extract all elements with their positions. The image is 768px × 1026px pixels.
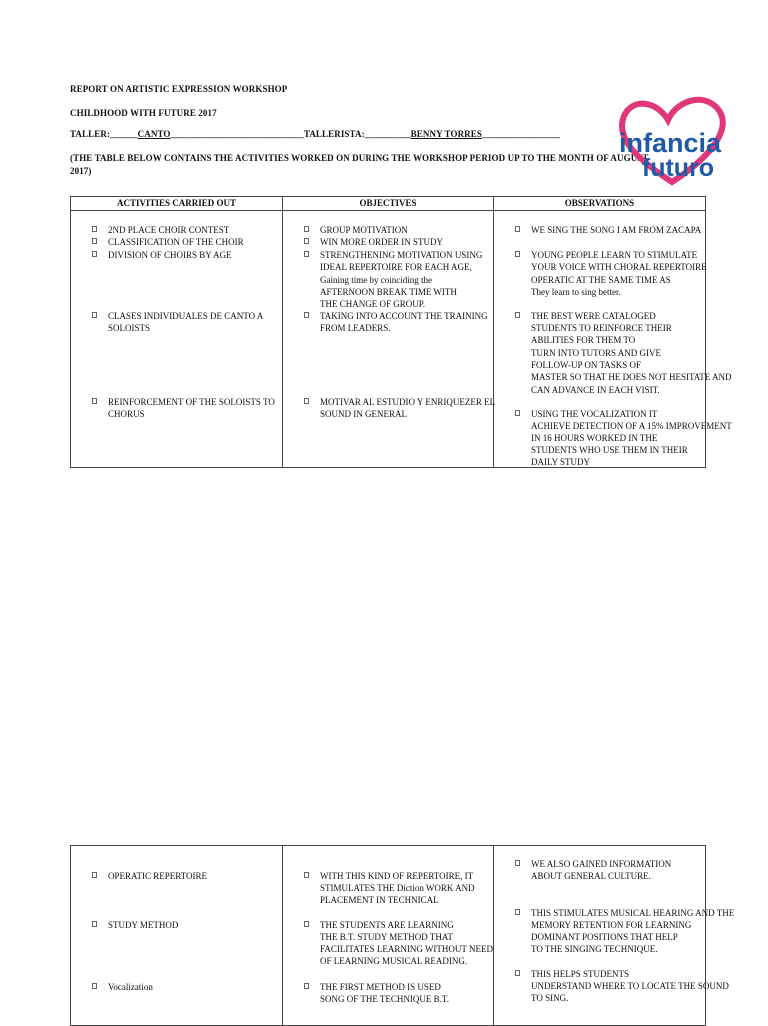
taller-line: [70, 129, 560, 139]
note-line-1: (THE TABLE BELOW CONTAINS THE ACTIVITIES WORKED ON DURING THE WORKSHOP PERIOD UP TO THE MONTH OF AUGUST: [70, 153, 649, 163]
bullet-icon: [515, 251, 520, 257]
header-objectives: OBJECTIVES: [283, 197, 494, 211]
report-subtitle: CHILDHOOD WITH FUTURE 2017: [70, 108, 217, 118]
header-activities: ACTIVITIES CARRIED OUT: [71, 197, 283, 211]
bullet-icon: [515, 226, 520, 232]
activities-cell: 2ND PLACE CHOIR CONTEST CLASSIFICATION OF THE CHOIR DIVISION OF CHOIRS BY AGE CLASES INDIVIDUALES DE CANTO A SOLOISTS REINFORCEMENT OF THE SOLOISTS TO CHORUS: [71, 211, 283, 468]
activities-table-continued: [70, 845, 735, 1026]
bullet-icon: [92, 398, 97, 404]
bullet-icon: [92, 983, 97, 989]
bullet-icon: [304, 921, 309, 927]
bullet-icon: [515, 312, 520, 318]
bullet-icon: [304, 983, 309, 989]
bullet-icon: [92, 872, 97, 878]
bullet-icon: [515, 410, 520, 416]
bullet-icon: [304, 872, 309, 878]
bullet-icon: [92, 226, 97, 232]
header-observations: OBSERVATIONS: [494, 197, 706, 211]
note-line-2: 2017): [70, 166, 92, 176]
activities-cell: OPERATIC REPERTOIRE STUDY METHOD Vocalization: [71, 846, 283, 1026]
activities-table: [70, 196, 732, 468]
bullet-icon: [304, 398, 309, 404]
taller-suffix: _________________: [481, 129, 561, 139]
taller-mid: _____________________________TALLERISTA:__________: [170, 129, 411, 139]
logo-text-1: infancia: [618, 128, 722, 158]
taller-value: CANTO: [137, 129, 171, 139]
report-title: REPORT ON ARTISTIC EXPRESSION WORKSHOP: [70, 84, 288, 94]
bullet-icon: [515, 970, 520, 976]
bullet-icon: [304, 312, 309, 318]
bullet-icon: [92, 251, 97, 257]
bullet-icon: [515, 860, 520, 866]
logo-text-2: futuro: [641, 154, 715, 182]
observations-cell: WE SING THE SONG I AM FROM ZACAPA YOUNG PEOPLE LEARN TO STIMULATE YOUR VOICE WITH CHORAL REPERTOIRE OPERATIC AT THE SAME TIME AS They learn to sing better. THE BEST WERE CATALOGED STUDENTS TO REINFORCE THEIR ABILITIES FOR THEM TO TURN INTO TUTORS AND GIVE FOLLOW-UP ON TASKS OF MASTER SO THAT HE DOES NOT HESITATE AND CAN ADVANCE IN EACH VISIT. USING THE VOCALIZATION IT ACHIEVE DETECTION OF A 15% IMPROVEMENT IN 16 HOURS WORKED IN THE STUDENTS WHO USE THEM IN THEIR DAILY STUDY: [494, 211, 706, 468]
taller-prefix: TALLER:______: [70, 129, 138, 139]
bullet-icon: [304, 226, 309, 232]
tallerista-value: BENNY TORRES: [410, 129, 482, 139]
bullet-icon: [92, 238, 97, 244]
observations-cell: WE ALSO GAINED INFORMATION ABOUT GENERAL CULTURE. THIS STIMULATES MUSICAL HEARING AND THE MEMORY RETENTION FOR LEARNING DOMINANT POSITIONS THAT HELP TO THE SINGING TECHNIQUE. THIS HELPS STUDENTS UNDERSTAND WHERE TO LOCATE THE SOUND TO SING.: [494, 846, 706, 1026]
bullet-icon: [92, 312, 97, 318]
bullet-icon: [304, 238, 309, 244]
objectives-cell: GROUP MOTIVATION WIN MORE ORDER IN STUDY STRENGTHENING MOTIVATION USING IDEAL REPERTOIRE FOR EACH AGE, Gaining time by coinciding the AFTERNOON BREAK TIME WITH THE CHANGE OF GROUP. TAKING INTO ACCOUNT THE TRAINING FROM LEADERS. MOTIVAR AL ESTUDIO Y ENRIQUEZER EL SOUND IN GENERAL: [283, 211, 494, 468]
heart-logo-icon: [612, 94, 732, 194]
bullet-icon: [92, 921, 97, 927]
bullet-icon: [515, 909, 520, 915]
bullet-icon: [304, 251, 309, 257]
infancia-futuro-logo: [612, 94, 732, 194]
objectives-cell: WITH THIS KIND OF REPERTOIRE, IT STIMULATES THE Diction WORK AND PLACEMENT IN TECHNICAL THE STUDENTS ARE LEARNING THE B.T. STUDY METHOD THAT FACILITATES LEARNING WITHOUT NEED OF LEARNING MUSICAL READING. THE FIRST METHOD IS USED SONG OF THE TECHNIQUE B.T.: [283, 846, 494, 1026]
